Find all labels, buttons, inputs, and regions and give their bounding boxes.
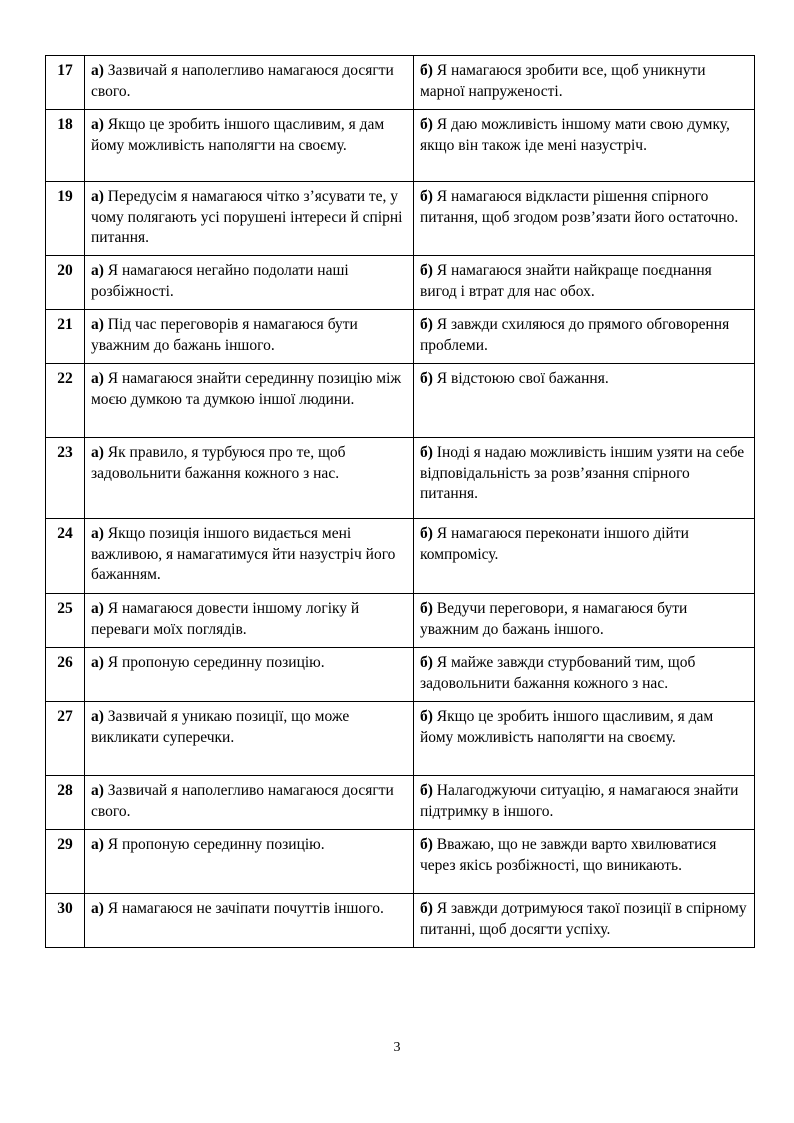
option-a-cell [85, 310, 414, 364]
option-b-marker: б) [420, 708, 433, 725]
option-a-cell [85, 182, 414, 256]
option-a-cell [85, 438, 414, 519]
questionnaire-table [45, 55, 755, 948]
option-a-text: Я пропоную серединну позицію. [103, 654, 325, 671]
option-a-cell [85, 256, 414, 310]
option-a-text: Зазвичай я наполегливо намагаюся досягти свого. [91, 782, 394, 820]
option-a-text: Зазвичай я наполегливо намагаюся досягти свого. [91, 62, 394, 100]
question-number: 18 [46, 110, 85, 182]
option-b-cell [414, 519, 755, 594]
option-b-marker: б) [420, 116, 433, 133]
table-row [46, 364, 755, 438]
question-number: 27 [46, 702, 85, 776]
option-a-text: Зазвичай я уникаю позиції, що може викликати суперечки. [91, 708, 350, 746]
option-a-marker: а) [91, 600, 104, 617]
page-number: 3 [393, 1040, 401, 1055]
option-b-text: Я намагаюся знайти найкраще поєднання вигод і втрат для нас обох. [420, 262, 712, 300]
option-b-cell [414, 438, 755, 519]
question-number: 17 [46, 56, 85, 110]
question-number: 25 [46, 594, 85, 648]
option-b-marker: б) [420, 654, 433, 671]
option-a-cell [85, 519, 414, 594]
option-b-text: Я завжди дотримуюся такої позиції в спірному питанні, щоб досягти успіху. [420, 900, 747, 938]
option-b-cell [414, 776, 755, 830]
option-b-text: Я намагаюся зробити все, щоб уникнути марної напруженості. [420, 62, 706, 100]
question-number: 19 [46, 182, 85, 256]
option-b-text: Я даю можливість іншому мати свою думку, якщо він також іде мені назустріч. [420, 116, 730, 154]
option-b-cell [414, 182, 755, 256]
option-a-marker: а) [91, 654, 104, 671]
option-b-text: Якщо це зробить іншого щасливим, я дам йому можливість наполягти на своєму. [420, 708, 714, 746]
table-row [46, 648, 755, 702]
option-b-text: Я майже завжди стурбований тим, щоб задовольнити бажання кожного з нас. [420, 654, 696, 692]
table-row [46, 894, 755, 948]
option-a-marker: а) [91, 370, 104, 387]
option-a-cell [85, 648, 414, 702]
option-a-text: Передусім я намагаюся чітко з’ясувати те, у чому полягають усі порушені інтереси й спірні питання. [91, 188, 403, 246]
option-b-text: Іноді я надаю можливість іншим узяти на себе відповідальність за розв’язання спірного питання. [420, 444, 745, 502]
option-b-text: Ведучи переговори, я намагаюся бути уважним до бажань іншого. [420, 600, 688, 638]
option-b-cell [414, 310, 755, 364]
option-a-text: Якщо це зробить іншого щасливим, я дам йому можливість наполягти на своєму. [91, 116, 385, 154]
question-number: 20 [46, 256, 85, 310]
option-a-marker: а) [91, 188, 104, 205]
question-number: 30 [46, 894, 85, 948]
question-number: 21 [46, 310, 85, 364]
option-a-cell [85, 702, 414, 776]
option-a-marker: а) [91, 444, 104, 461]
option-a-marker: а) [91, 782, 104, 799]
option-b-marker: б) [420, 262, 433, 279]
option-b-text: Вважаю, що не завжди варто хвилюватися через якісь розбіжності, що виникають. [420, 836, 717, 874]
question-number: 23 [46, 438, 85, 519]
option-b-marker: б) [420, 316, 433, 333]
table-row [46, 256, 755, 310]
table-row [46, 110, 755, 182]
question-number: 24 [46, 519, 85, 594]
option-b-cell [414, 894, 755, 948]
option-a-text: Я намагаюся не зачіпати почуттів іншого. [103, 900, 384, 917]
table-row [46, 438, 755, 519]
option-a-marker: а) [91, 525, 104, 542]
option-b-text: Я намагаюся переконати іншого дійти компромісу. [420, 525, 689, 563]
table-row [46, 594, 755, 648]
table-row [46, 830, 755, 894]
option-b-text: Я завжди схиляюся до прямого обговорення проблеми. [420, 316, 730, 354]
option-b-cell [414, 256, 755, 310]
option-b-cell [414, 110, 755, 182]
option-a-cell [85, 594, 414, 648]
option-b-cell [414, 594, 755, 648]
option-b-marker: б) [420, 370, 433, 387]
option-a-cell [85, 894, 414, 948]
option-b-marker: б) [420, 782, 433, 799]
question-number: 26 [46, 648, 85, 702]
table-row [46, 519, 755, 594]
question-number: 28 [46, 776, 85, 830]
option-b-marker: б) [420, 836, 433, 853]
option-a-marker: а) [91, 116, 104, 133]
option-b-text: Я намагаюся відкласти рішення спірного питання, щоб згодом розв’язати його остаточно. [420, 188, 739, 226]
option-b-cell [414, 702, 755, 776]
option-b-cell [414, 830, 755, 894]
option-b-marker: б) [420, 444, 433, 461]
table-row [46, 310, 755, 364]
option-a-text: Якщо позиція іншого видається мені важливою, я намагатимуся йти назустріч його бажанням. [91, 525, 396, 583]
option-b-marker: б) [420, 900, 433, 917]
option-a-text: Я намагаюся негайно подолати наші розбіжності. [91, 262, 349, 300]
option-a-marker: а) [91, 62, 104, 79]
option-a-cell [85, 830, 414, 894]
option-a-text: Під час переговорів я намагаюся бути уважним до бажань іншого. [91, 316, 358, 354]
table-row [46, 182, 755, 256]
option-b-marker: б) [420, 600, 433, 617]
option-a-marker: а) [91, 262, 104, 279]
option-a-marker: а) [91, 708, 104, 725]
question-number: 22 [46, 364, 85, 438]
option-a-marker: а) [91, 900, 104, 917]
option-b-marker: б) [420, 188, 433, 205]
table-row [46, 776, 755, 830]
option-b-cell [414, 56, 755, 110]
option-a-cell [85, 110, 414, 182]
question-number: 29 [46, 830, 85, 894]
option-a-cell [85, 776, 414, 830]
option-a-text: Я намагаюся довести іншому логіку й переваги моїх поглядів. [91, 600, 360, 638]
option-b-marker: б) [420, 62, 433, 79]
table-row [46, 702, 755, 776]
option-a-marker: а) [91, 316, 104, 333]
option-a-cell [85, 56, 414, 110]
option-b-text: Я відстоюю свої бажання. [432, 370, 609, 387]
option-a-text: Я пропоную серединну позицію. [103, 836, 325, 853]
option-b-cell [414, 648, 755, 702]
option-b-cell [414, 364, 755, 438]
option-b-text: Налагоджуючи ситуацію, я намагаюся знайти підтримку в іншого. [420, 782, 739, 820]
option-a-text: Я намагаюся знайти серединну позицію між моєю думкою та думкою іншої людини. [91, 370, 402, 408]
option-a-text: Як правило, я турбуюся про те, щоб задовольнити бажання кожного з нас. [91, 444, 346, 482]
table-row [46, 56, 755, 110]
option-b-marker: б) [420, 525, 433, 542]
option-a-marker: а) [91, 836, 104, 853]
option-a-cell [85, 364, 414, 438]
